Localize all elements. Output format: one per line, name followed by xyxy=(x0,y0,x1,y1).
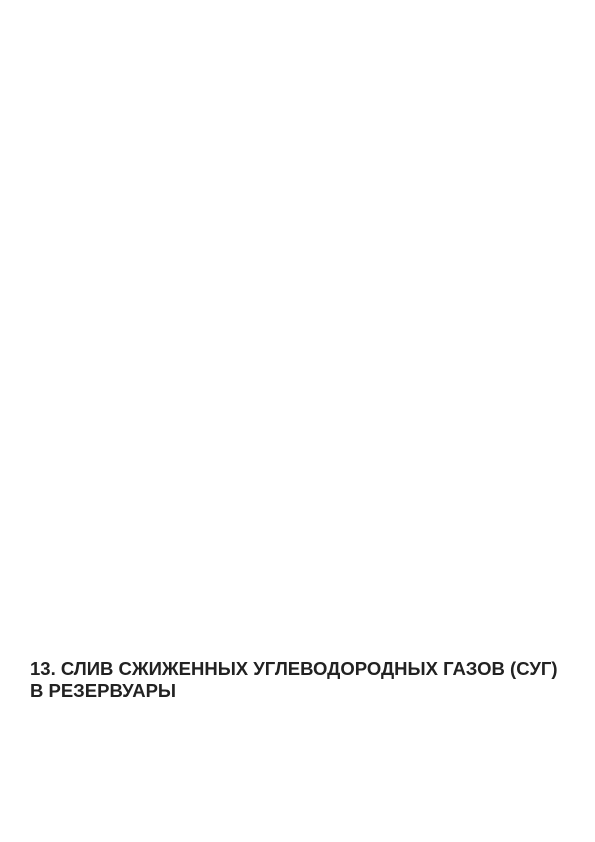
section-heading: 13. СЛИВ СЖИЖЕННЫХ УГЛЕВОДОРОДНЫХ ГАЗОВ (СУГ) В РЕЗЕРВУАРЫ xyxy=(30,658,558,701)
